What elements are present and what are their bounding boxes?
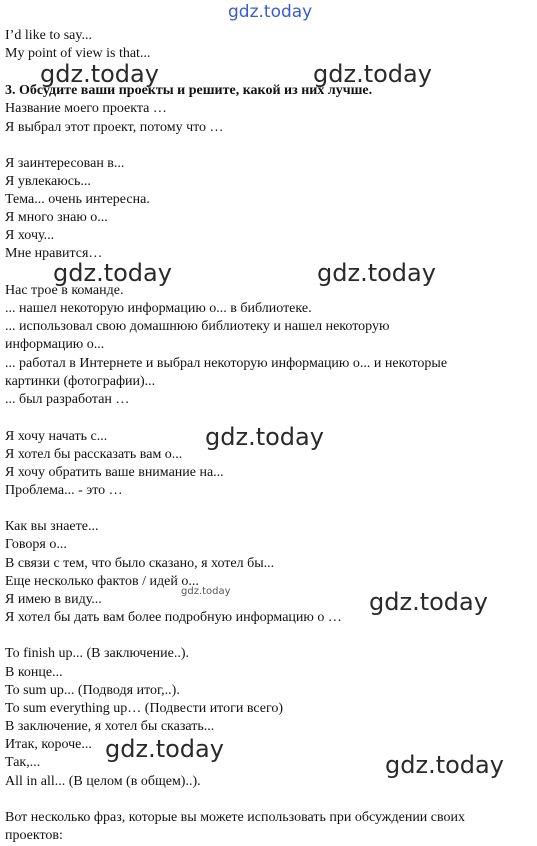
text-line: ... нашел некоторую информацию о... в библиотеке.	[5, 301, 312, 316]
text-line: Название моего проекта …	[5, 101, 167, 116]
text-line: Так,...	[5, 755, 41, 770]
task-heading: 3. Обсудите ваши проекты и решите, какой из них лучше.	[5, 83, 373, 98]
text-line: Я хочу...	[5, 228, 55, 243]
text-line: Еще несколько фактов / идей о...	[5, 574, 199, 589]
text-line: Я хочу начать с...	[5, 429, 108, 444]
text-line: ... работал в Интернете и выбрал некоторую информацию о... и некоторые	[5, 356, 448, 371]
text-line: To sum everything up… (Подвести итоги всего)	[5, 701, 284, 716]
text-line: картинки (фотографии)...	[5, 374, 156, 389]
watermark: gdz.today	[313, 60, 432, 88]
watermark-top: gdz.today	[228, 2, 313, 22]
text-line: Как вы знаете...	[5, 519, 99, 534]
text-line: Я заинтересован в...	[5, 156, 125, 171]
text-line: Я хочу обратить ваше внимание на...	[5, 465, 224, 480]
text-line: Я хотел бы рассказать вам о...	[5, 447, 183, 462]
watermark-small: gdz.today	[181, 586, 231, 597]
text-line: To sum up... (Подводя итог,..).	[5, 683, 180, 698]
text-line: Вот несколько фраз, которые вы можете использовать при обсуждении своих	[5, 810, 466, 825]
watermark: gdz.today	[317, 259, 436, 287]
text-line: Я увлекаюсь...	[5, 174, 91, 189]
text-line: Я имею в виду...	[5, 592, 102, 607]
text-line: Я выбрал этот проект, потому что …	[5, 120, 224, 135]
text-line: В заключение, я хотел бы сказать...	[5, 719, 215, 734]
text-line: информацию о...	[5, 337, 105, 352]
text-line: To finish up... (В заключение..).	[5, 646, 190, 661]
text-line: I’d like to say...	[5, 28, 92, 43]
text-line: Говоря о...	[5, 537, 67, 552]
watermark: gdz.today	[205, 423, 324, 451]
text-line: Итак, короче...	[5, 737, 92, 752]
text-line: Тема... очень интересна.	[5, 192, 150, 207]
text-line: Я много знаю о...	[5, 210, 108, 225]
text-line: ... был разработан …	[5, 392, 130, 407]
text-line: Проблема... - это …	[5, 483, 123, 498]
watermark: gdz.today	[53, 259, 172, 287]
text-line: Мне нравится…	[5, 246, 103, 261]
text-line: проектов:	[5, 828, 63, 843]
text-line: Я хотел бы дать вам более подробную информацию о …	[5, 610, 342, 625]
text-line: В связи с тем, что было сказано, я хотел бы...	[5, 556, 275, 571]
text-line: My point of view is that...	[5, 46, 151, 61]
watermark: gdz.today	[385, 751, 504, 779]
text-line: All in all... (В целом (в общем)..).	[5, 774, 201, 789]
text-line: ... использовал свою домашнюю библиотеку и нашел некоторую	[5, 319, 390, 334]
watermark: gdz.today	[369, 588, 488, 616]
text-line: В конце...	[5, 665, 63, 680]
text-line: Нас трое в команде.	[5, 283, 124, 298]
watermark: gdz.today	[40, 60, 159, 88]
watermark: gdz.today	[105, 735, 224, 763]
